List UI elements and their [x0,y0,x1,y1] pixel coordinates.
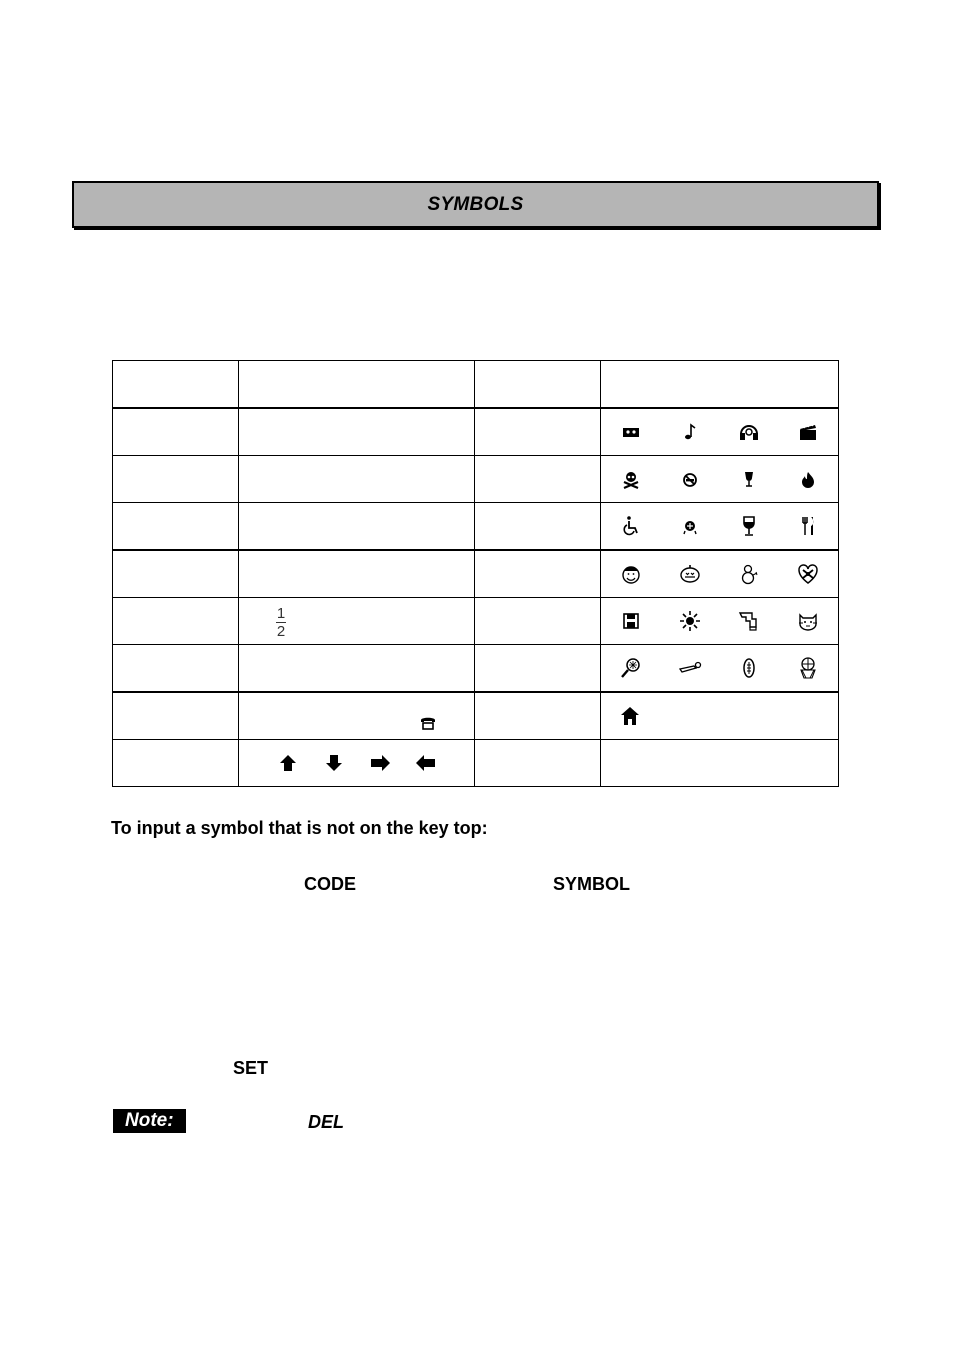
table-row [113,739,839,786]
telephone-icon [416,710,440,734]
music-note-icon [678,420,702,444]
down-arrow-icon [323,753,345,773]
fraction-one-half: 1 2 [276,604,286,640]
wine-glass-icon [737,514,761,538]
table-row [113,597,839,644]
basketball-icon [796,656,820,680]
headphones-icon [737,420,761,444]
table-row [113,502,839,549]
section-title: SYMBOLS [427,193,524,215]
knife-fork-icon [796,514,820,538]
skull-crossbones-icon [619,467,643,491]
wheelchair-icon [619,514,643,538]
pumpkin-icon [678,562,702,586]
del-key-label: DEL [308,1112,344,1132]
house-icon [618,704,642,728]
up-arrow-icon [277,753,299,773]
table-row [113,455,839,502]
tennis-racket-icon [619,656,643,680]
section-header [72,181,879,228]
floppy-disk-icon [619,609,643,633]
fragile-glass-icon [737,467,761,491]
table-header-row [113,361,839,408]
table-row [113,408,839,455]
instructions-heading: To input a symbol that is not on the key top: [111,818,488,838]
no-smoking-icon [678,467,702,491]
recycle-icon [678,514,702,538]
cassette-icon [619,420,643,444]
table-row [113,644,839,691]
sun-icon [678,609,702,633]
symbol-table [112,360,839,787]
symbol-key-label: SYMBOL [553,874,631,894]
code-key-label: CODE [304,874,357,894]
note-badge: Note: [113,1109,186,1133]
table-row [113,550,839,597]
right-arrow-icon [369,753,391,773]
clapperboard-icon [796,420,820,444]
football-icon [737,656,761,680]
cat-face-icon [796,609,820,633]
baseball-bat-icon [678,656,702,680]
flame-icon [796,467,820,491]
set-key-label: SET [233,1058,269,1078]
snowman-icon [737,562,761,586]
heart-ribbon-icon [796,562,820,586]
table-row [113,692,839,739]
left-arrow-icon [415,753,437,773]
dog-icon [737,609,761,633]
santa-icon [619,562,643,586]
